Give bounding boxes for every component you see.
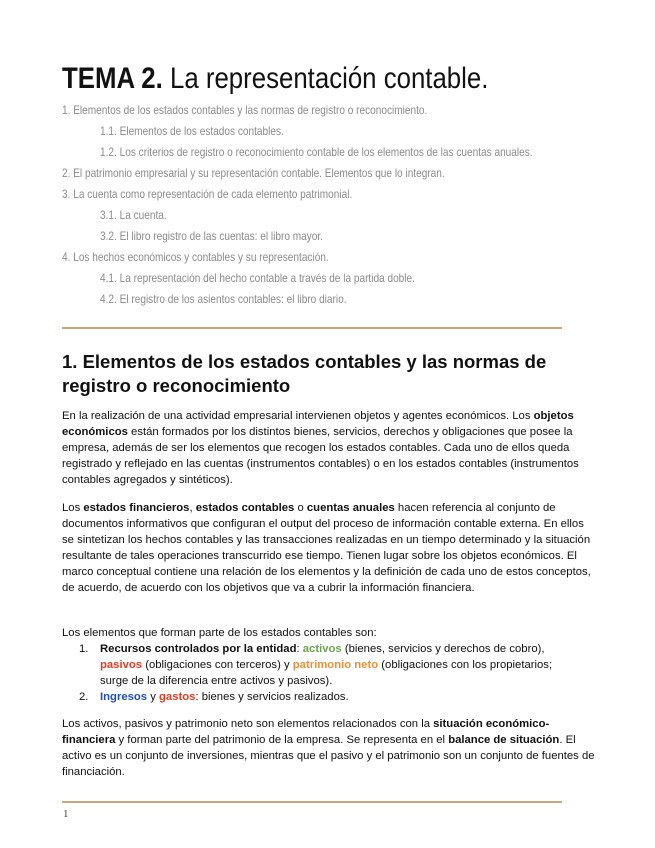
divider-bottom [62, 801, 562, 803]
paragraph-elementos-intro: Los elementos que forman parte de los estados contables son: [62, 627, 377, 639]
page-title [62, 60, 488, 98]
list-item: 2. Ingresos y gastos: bienes y servicios realizados. [79, 691, 349, 703]
paragraph-situacion: Los activos, pasivos y patrimonio neto son elementos relacionados con la situación económico-financiera y forman parte del patrimonio de la empresa. Se representa en el balance de situación. El activo es un conjunto de inversiones, mientras que el pasivo y el patrimonio son un conjunto de fuentes de financiación. [62, 718, 595, 778]
title-bold: TEMA 2. [62, 62, 163, 95]
title-rest: La representación contable. [162, 62, 489, 95]
toc-item: 4. Los hechos económicos y contables y su representación. [62, 250, 329, 264]
toc-subitem: 1.1. Elementos de los estados contables. [100, 124, 284, 138]
divider-top [62, 327, 562, 329]
toc-subitem: 3.1. La cuenta. [100, 208, 167, 222]
toc-subitem: 4.2. El registro de los asientos contables: el libro diario. [100, 292, 347, 306]
toc-subitem: 1.2. Los criterios de registro o reconocimiento contable de los elementos de las cuentas anuales. [100, 145, 533, 159]
paragraph-objetos: En la realización de una actividad empresarial intervienen objetos y agentes económicos. Los objetos económicos están formados por los distintos bienes, servicios, derechos y obligaciones que posee la empresa, además de ser los elementos que recogen los estados contables. Cada uno de ellos queda registrado y reflejado en las cuentas (instrumentos contables) o en los estados contables (instrumentos contables agregados y sintéticos). [62, 410, 579, 486]
paragraph-estados: Los estados financieros, estados contables o cuentas anuales hacen referencia al conjunto de documentos informativos que configuran el output del proceso de información contable externa. En ellos se sintetizan los hechos contables y las transacciones realizadas en un tiempo determinado y la situación resultante de tales operaciones transcurrido ese tiempo. Tienen lugar sobre los objetos económicos. El marco conceptual contiene una relación de los elementos y la definición de cada uno de estos conceptos, de acuerdo, de acuerdo con los objetivos que va a cubrir la información financiera. [62, 502, 591, 594]
toc-item: 2. El patrimonio empresarial y su representación contable. Elementos que lo integran. [62, 166, 445, 180]
elements-list [62, 641, 582, 705]
table-of-contents [62, 100, 622, 310]
toc-subitem: 3.2. El libro registro de las cuentas: el libro mayor. [100, 229, 323, 243]
section-heading: 1. Elementos de los estados contables y las normas de registro o reconocimiento [62, 351, 547, 396]
list-item: 1. Recursos controlados por la entidad: activos (bienes, servicios y derechos de cobro), pasivos (obligaciones con terceros) y patrimonio neto (obligaciones con los propietarios; surge de la diferencia entre activos y pasivos). [79, 643, 553, 687]
toc-subitem: 4.1. La representación del hecho contable a través de la partida doble. [100, 271, 415, 285]
toc-item: 1. Elementos de los estados contables y las normas de registro o reconocimiento. [62, 103, 428, 117]
toc-item: 3. La cuenta como representación de cada elemento patrimonial. [62, 187, 353, 201]
page-number: 1 [63, 808, 69, 820]
